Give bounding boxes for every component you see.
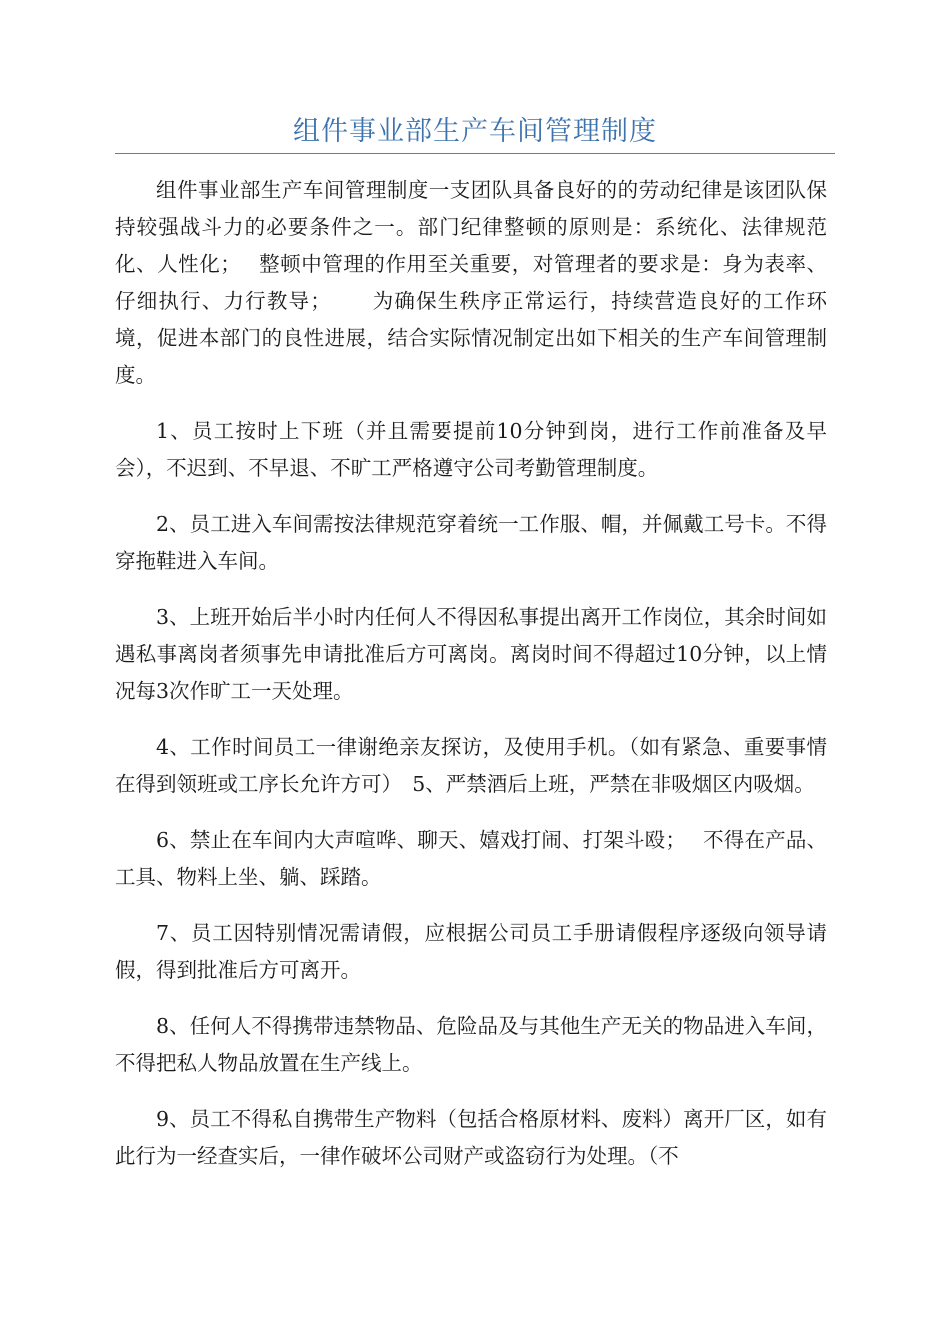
paragraph-rule-3: 3、上班开始后半小时内任何人不得因私事提出离开工作岗位，其余时间如遇私事离岗者须事先申请批准后方可离岗。离岗时间不得超过10分钟，以上情况每3次作旷工一天处理。 bbox=[115, 605, 827, 703]
paragraph-rule-4-5: 4、工作时间员工一律谢绝亲友探访，及使用手机。（如有紧急、重要事情在得到领班或工序长允许方可） 5、严禁酒后上班，严禁在非吸烟区内吸烟。 bbox=[115, 735, 827, 796]
title-underline bbox=[115, 153, 835, 154]
paragraph-rule-7: 7、员工因特别情况需请假，应根据公司员工手册请假程序逐级向领导请假，得到批准后方可离开。 bbox=[115, 921, 827, 982]
paragraph-rule-8: 8、任何人不得携带违禁物品、危险品及与其他生产无关的物品进入车间，不得把私人物品放置在生产线上。 bbox=[115, 1014, 827, 1075]
paragraph-intro: 组件事业部生产车间管理制度一支团队具备良好的的劳动纪律是该团队保持较强战斗力的必要条件之一。部门纪律整顿的原则是：系统化、法律规范化、人性化； 整顿中管理的作用至关重要，对管理者的要求是：身为表率、仔细执行、力行教导； 为确保生秩序正常运行，持续营造良好的工作环境，促进本部门的良性进展，结合实际情况制定出如下相关的生产车间管理制度。 bbox=[115, 178, 827, 387]
document-title: 组件事业部生产车间管理制度 bbox=[293, 116, 657, 147]
document-body bbox=[115, 172, 827, 1194]
paragraph-rule-1: 1、员工按时上下班（并且需要提前10分钟到岗，进行工作前准备及早会），不迟到、不早退、不旷工严格遵守公司考勤管理制度。 bbox=[115, 419, 827, 480]
paragraph-rule-6: 6、禁止在车间内大声喧哗、聊天、嬉戏打闹、打架斗殴； 不得在产品、工具、物料上坐、躺、踩踏。 bbox=[115, 828, 827, 889]
paragraph-rule-9: 9、员工不得私自携带生产物料（包括合格原材料、废料）离开厂区，如有此行为一经查实后，一律作破坏公司财产或盗窃行为处理。（不 bbox=[115, 1107, 827, 1168]
paragraph-rule-2: 2、员工进入车间需按法律规范穿着统一工作服、帽，并佩戴工号卡。不得穿拖鞋进入车间。 bbox=[115, 512, 827, 573]
